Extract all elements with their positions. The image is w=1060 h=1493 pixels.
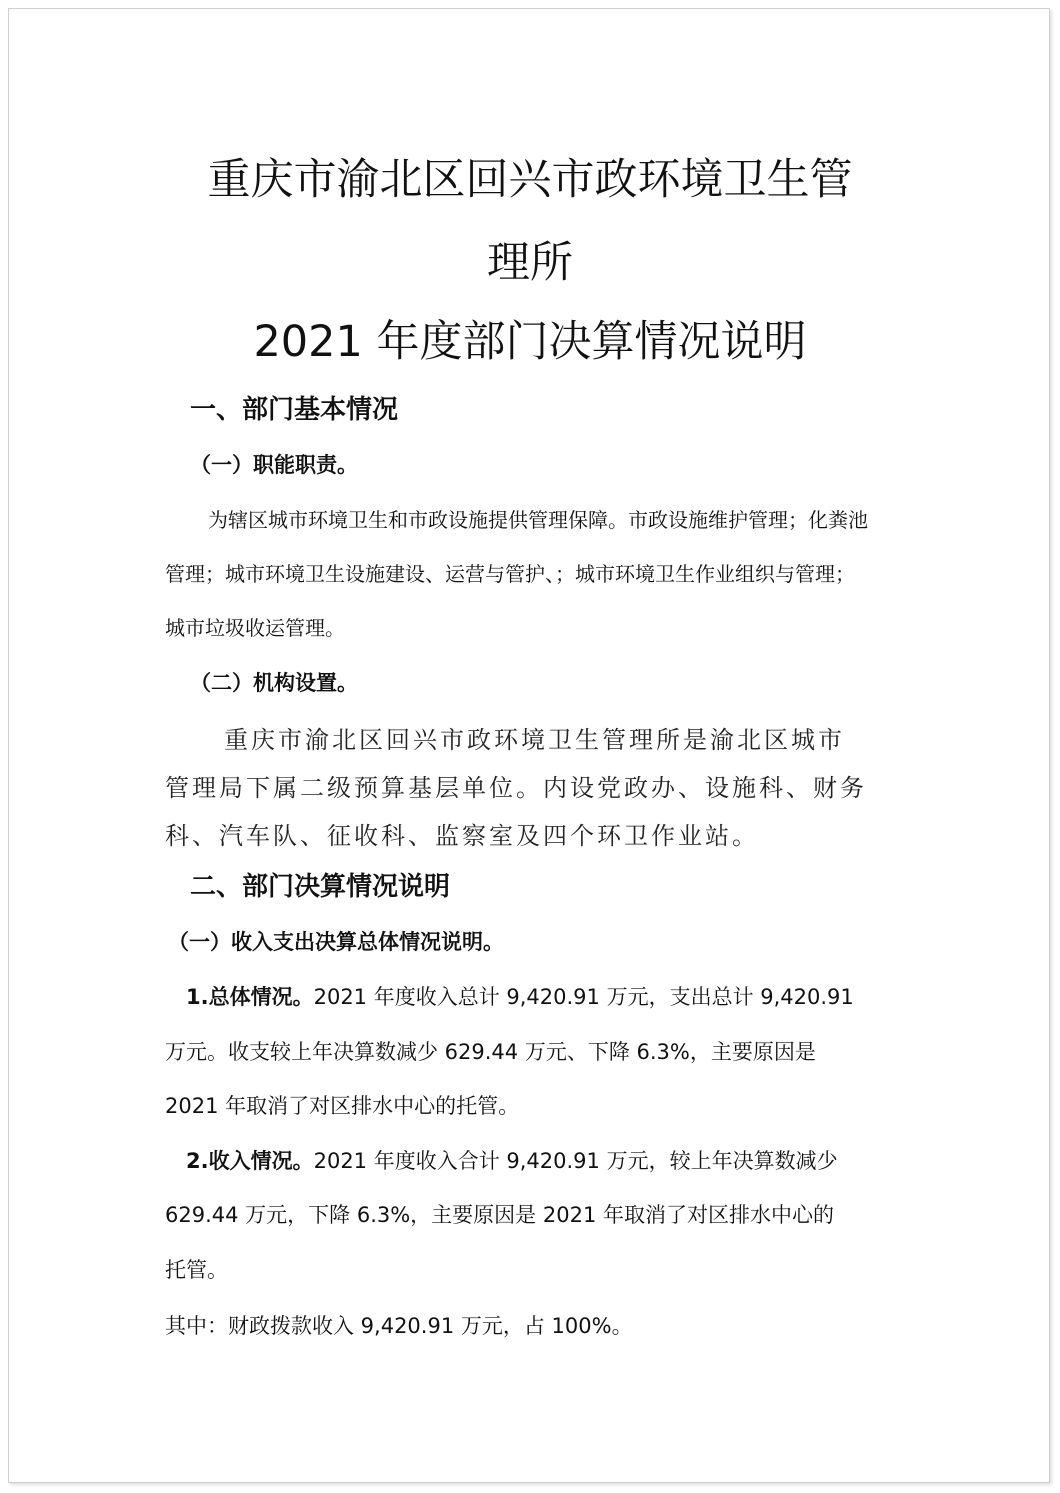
overall-line-2: 万元。收支较上年决算数减少 629.44 万元、下降 6.3%，主要原因是: [165, 1040, 816, 1064]
document-title-line-1: 重庆市渝北区回兴市政环境卫生管: [207, 155, 853, 205]
fiscal-income-note: 其中：财政拨款收入 9,420.91 万元，占 100%。: [165, 1314, 633, 1338]
duties-line-3: 城市垃圾收运管理。: [165, 616, 345, 640]
section-1-sub-1-heading: （一）职能职责。: [190, 453, 358, 477]
section-2-sub-1-heading: （一）收入支出决算总体情况说明。: [168, 930, 504, 954]
section-1-sub-2-heading: （二）机构设置。: [190, 671, 358, 695]
income-label: 2.收入情况。: [186, 1149, 314, 1173]
overall-line-1: [186, 981, 854, 1013]
income-line-1: [186, 1145, 838, 1177]
org-line-3: 科、汽车队、征收科、监察室及四个环卫作业站。: [165, 822, 759, 850]
document-title-line-2: 理所: [487, 238, 573, 288]
document-title-line-3: 2021 年度部门决算情况说明: [253, 317, 807, 367]
overall-line-3: 2021 年取消了对区排水中心的托管。: [165, 1094, 520, 1118]
income-line-1-text: 2021 年度收入合计 9,420.91 万元，较上年决算数减少: [313, 1149, 838, 1173]
income-line-2: 629.44 万元，下降 6.3%，主要原因是 2021 年取消了对区排水中心的: [165, 1203, 834, 1227]
org-line-1: 重庆市渝北区回兴市政环境卫生管理所是渝北区城市: [224, 726, 845, 754]
overall-label: 1.总体情况。: [186, 985, 314, 1009]
overall-line-1-text: 2021 年度收入总计 9,420.91 万元，支出总计 9,420.91: [313, 985, 854, 1009]
section-2-heading: 二、部门决算情况说明: [190, 872, 451, 902]
duties-line-2: 管理；城市环境卫生设施建设、运营与管护、；城市环境卫生作业组织与管理；: [165, 562, 855, 586]
section-1-heading: 一、部门基本情况: [190, 395, 399, 425]
duties-line-1: 为辖区城市环境卫生和市政设施提供管理保障。市政设施维护管理；化粪池: [208, 508, 868, 532]
org-line-2: 管理局下属二级预算基层单位。内设党政办、设施科、财务: [165, 774, 867, 802]
income-line-3: 托管。: [165, 1258, 228, 1282]
